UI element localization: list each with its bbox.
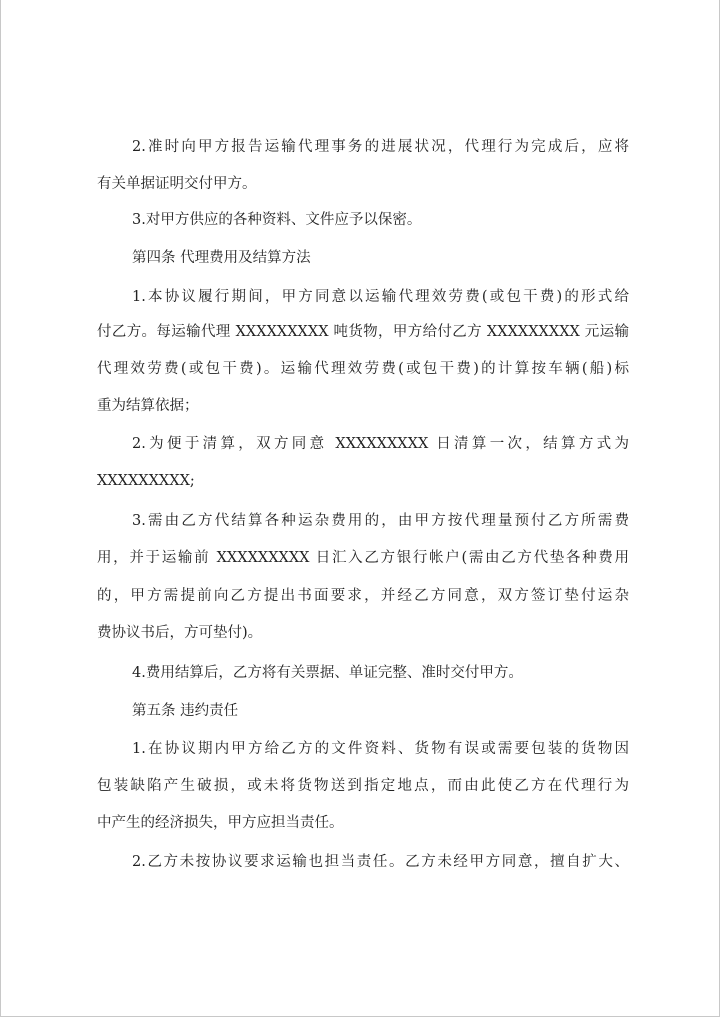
text-line: 的，甲方需提前向乙方提出书面要求，并经乙方同意，双方签订垫付运杂	[97, 588, 629, 604]
text-line: 有关单据证明交付甲方。	[97, 176, 257, 192]
text-line: 费协议书后，方可垫付)。	[97, 625, 263, 641]
text-line: 包装缺陷产生破损，或未将货物送到指定地点，而由此使乙方在代理行为	[97, 778, 629, 794]
text-line: 付乙方。每运输代理 XXXXXXXXX 吨货物，甲方给付乙方 XXXXXXXXX 元运输	[97, 324, 629, 340]
text-line: 2.为便于清算，双方同意 XXXXXXXXX 日清算一次，结算方式为	[132, 436, 629, 452]
text-line: 4.费用结算后，乙方将有关票据、单证完整、准时交付甲方。	[132, 665, 523, 681]
text-line: 3.需由乙方代结算各种运杂费用的，由甲方按代理量预付乙方所需费	[132, 513, 629, 529]
text-line: 1.本协议履行期间，甲方同意以运输代理效劳费(或包干费)的形式给	[132, 289, 629, 305]
text-line: 2.乙方未按协议要求运输也担当责任。乙方未经甲方同意，擅自扩大、	[132, 854, 629, 870]
text-line: 重为结算依据；	[97, 398, 199, 414]
text-line: 3.对甲方供应的各种资料、文件应予以保密。	[132, 212, 422, 228]
text-line: 代理效劳费(或包干费)。运输代理效劳费(或包干费)的计算按车辆(船)标	[97, 361, 629, 377]
text-line: 1.在协议期内甲方给乙方的文件资料、货物有误或需要包装的货物因	[132, 741, 629, 757]
text-line: 中产生的经济损失，甲方应担当责任。	[97, 815, 344, 831]
section-heading: 第四条 代理费用及结算方法	[132, 250, 311, 266]
text-line: 用，并于运输前 XXXXXXXXX 日汇入乙方银行帐户(需由乙方代垫各种费用	[97, 550, 629, 566]
section-heading: 第五条 违约责任	[132, 703, 239, 719]
text-line: 2.准时向甲方报告运输代理事务的进展状况，代理行为完成后，应将	[132, 139, 629, 155]
text-line: XXXXXXXXX;	[97, 473, 195, 489]
